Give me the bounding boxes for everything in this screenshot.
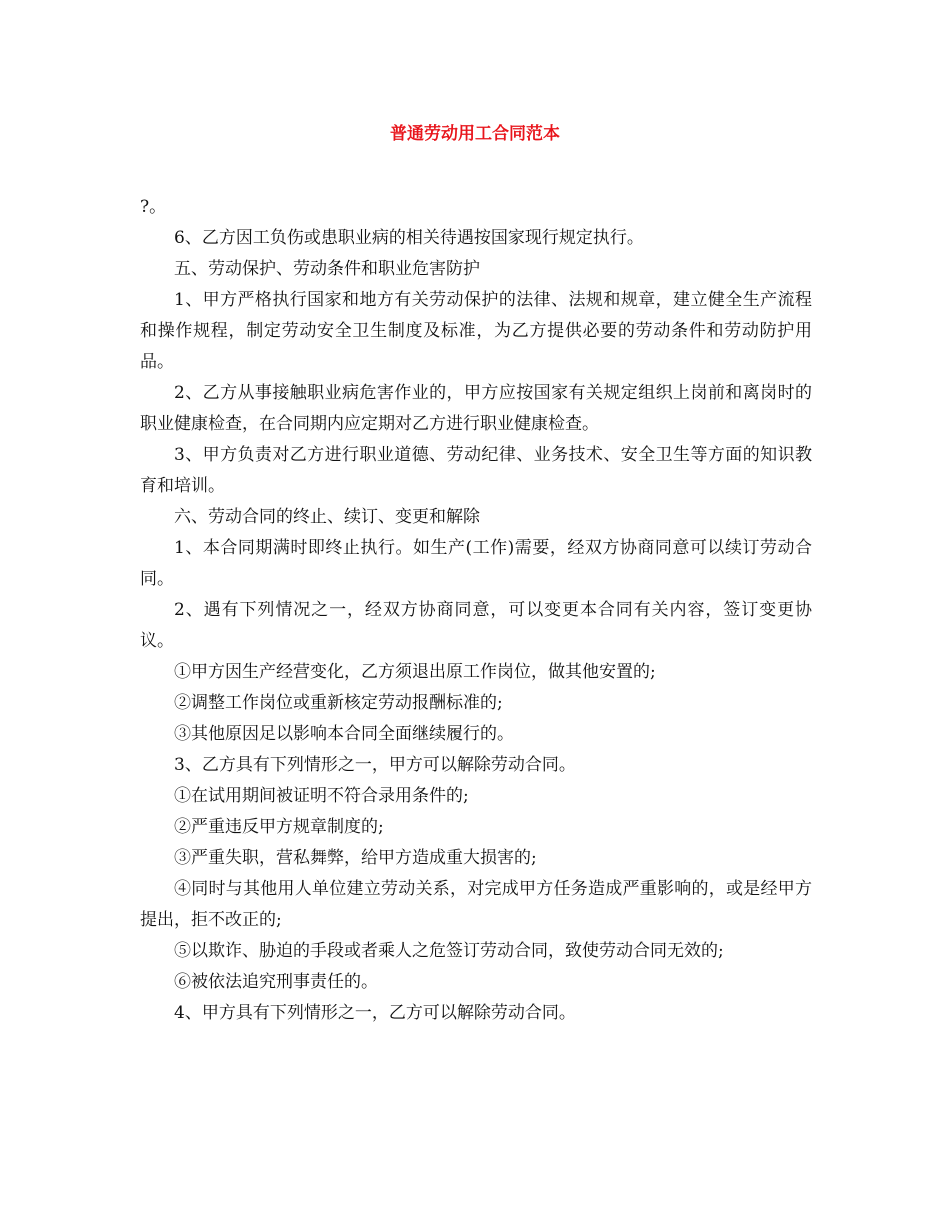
section-heading: 六、劳动合同的终止、续订、变更和解除 [174, 507, 480, 527]
paragraph: 6、乙方因工负伤或患职业病的相关待遇按国家现行规定执行。 [174, 228, 644, 248]
list-item: ②调整工作岗位或重新核定劳动报酬标准的; [174, 693, 503, 713]
list-item: ①在试用期间被证明不符合录用条件的; [174, 786, 469, 806]
paragraph: 1、甲方严格执行国家和地方有关劳动保护的法律、法规和规章，建立健全生产流程和操作规程，制定劳动安全卫生制度及标准，为乙方提供必要的劳动条件和劳动防护用品。 [140, 290, 812, 372]
paragraph: 2、遇有下列情况之一，经双方协商同意，可以变更本合同有关内容，签订变更协议。 [140, 600, 812, 651]
paragraph: ?。 [140, 197, 167, 217]
paragraph: 3、甲方负责对乙方进行职业道德、劳动纪律、业务技术、安全卫生等方面的知识教育和培训。 [140, 445, 812, 496]
list-item: ④同时与其他用人单位建立劳动关系，对完成甲方任务造成严重影响的，或是经甲方提出，拒不改正的; [140, 879, 812, 930]
list-item: ⑤以欺诈、胁迫的手段或者乘人之危签订劳动合同，致使劳动合同无效的; [174, 941, 724, 961]
list-item: ②严重违反甲方规章制度的; [174, 817, 384, 837]
list-item: ①甲方因生产经营变化，乙方须退出原工作岗位，做其他安置的; [174, 662, 656, 682]
paragraph: 4、甲方具有下列情形之一，乙方可以解除劳动合同。 [174, 1003, 576, 1023]
paragraph: 2、乙方从事接触职业病危害作业的，甲方应按国家有关规定组织上岗前和离岗时的职业健康检查，在合同期内应定期对乙方进行职业健康检查。 [140, 383, 812, 434]
paragraph: 3、乙方具有下列情形之一，甲方可以解除劳动合同。 [174, 755, 576, 775]
paragraph: 1、本合同期满时即终止执行。如生产(工作)需要，经双方协商同意可以续订劳动合同。 [140, 538, 812, 589]
document-body [140, 192, 812, 1029]
list-item: ③严重失职，营私舞弊，给甲方造成重大损害的; [174, 848, 537, 868]
section-heading: 五、劳动保护、劳动条件和职业危害防护 [174, 259, 480, 279]
document-title: 普通劳动用工合同范本 [390, 124, 560, 144]
list-item: ⑥被依法追究刑事责任的。 [174, 972, 378, 992]
list-item: ③其他原因足以影响本合同全面继续履行的。 [174, 724, 514, 744]
